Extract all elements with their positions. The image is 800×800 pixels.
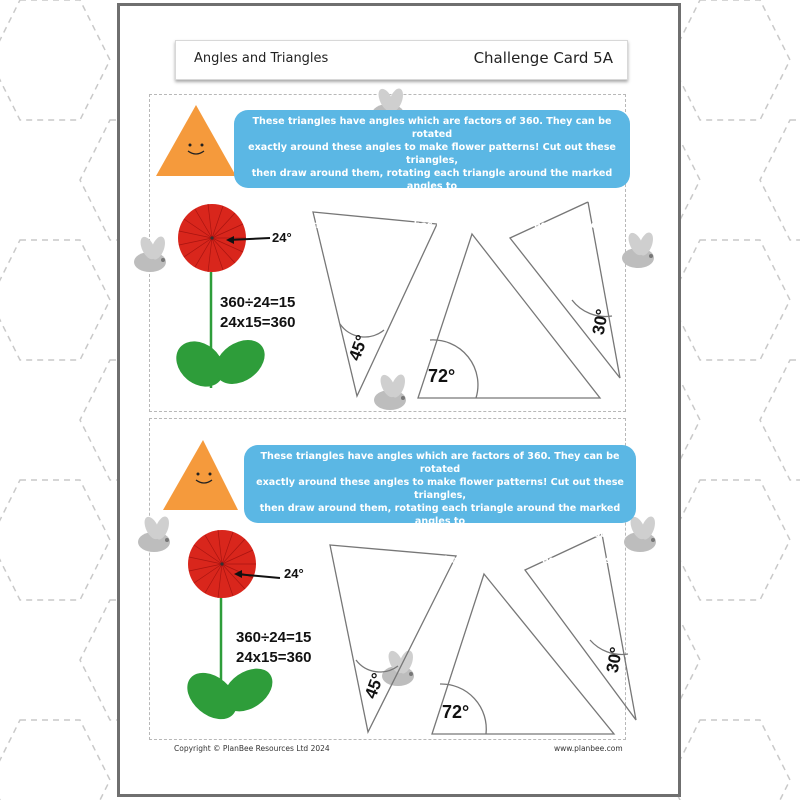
multiplication-sentence: 24x15=360 <box>236 649 312 666</box>
copyright-text: Copyright © PlanBee Resources Ltd 2024 <box>174 744 330 753</box>
bee-icon <box>374 373 408 410</box>
flower-stem <box>167 272 273 396</box>
card-number: Challenge Card 5A <box>473 49 613 67</box>
triangle-mascot <box>163 440 238 510</box>
website-link[interactable]: www.planbee.com <box>554 744 623 753</box>
flower-icon <box>188 530 256 598</box>
angle-label-72: 72° <box>442 702 470 722</box>
flower-icon <box>178 204 246 272</box>
page-title: Angles and Triangles <box>194 51 329 66</box>
angle-label-30: 30° <box>602 645 626 675</box>
instruction-bubble: These triangles have angles which are factors of 360. They can be rotated exactly around these angles to make flower patterns! Cut out these triangles, then draw around them, rotating each triangle around the marked angles to make a pattern. Write number sentences to show how the 360° around the centre point of each pattern has been divided into equal angles. <box>234 110 630 188</box>
angle-label-30: 30° <box>588 307 612 337</box>
bee-icon <box>134 235 168 272</box>
angle-label-45: 45° <box>361 670 388 702</box>
angle-label-45: 45° <box>345 332 372 364</box>
bee-icon <box>622 231 656 268</box>
triangle-mascot <box>156 105 236 176</box>
bee-icon <box>138 515 172 552</box>
division-sentence: 360÷24=15 <box>220 294 296 311</box>
flower-angle-label: 24° <box>272 230 292 245</box>
division-sentence: 360÷24=15 <box>236 629 312 646</box>
flower-angle-label: 24° <box>284 566 304 581</box>
number-sentences <box>236 628 312 668</box>
instruction-bubble: These triangles have angles which are factors of 360. They can be rotated exactly around these angles to make flower patterns! Cut out these triangles, then draw around them, rotating each triangle around the marked angles to make a pattern. Write number sentences to show how the 360° around the centre point of each pattern has been divided into equal angles. <box>244 445 636 523</box>
multiplication-sentence: 24x15=360 <box>220 314 296 331</box>
angle-label-72: 72° <box>428 366 456 386</box>
number-sentences <box>220 293 296 333</box>
